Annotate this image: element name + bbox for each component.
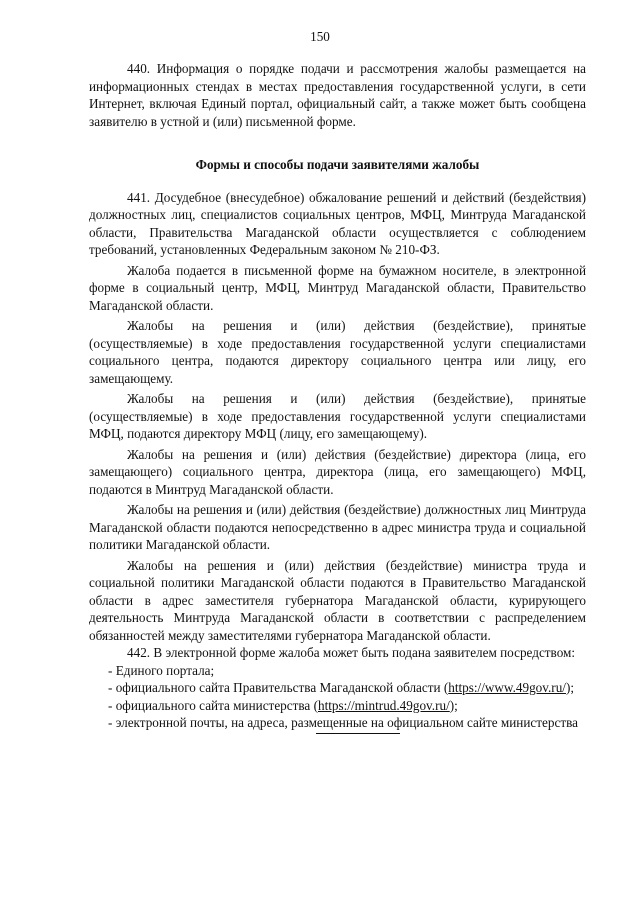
list-item-text: - официального сайта министерства ( — [108, 697, 318, 713]
list-item-ministry-site — [89, 697, 586, 715]
paragraph-441-submission: Жалоба подается в письменной форме на бумажном носителе, в электронной форме в социальный центр, МФЦ, Минтруд Магаданской области, Правительство Магаданской области. — [89, 262, 586, 313]
list-item-email: - электронной почты, на адреса, размещенные на официальном сайте министерства — [108, 715, 578, 730]
page-number: 150 — [310, 29, 330, 44]
paragraph-442: 442. В электронной форме жалоба может быть подана заявителем посредством: — [127, 645, 576, 660]
document-body — [89, 60, 586, 732]
list-item-text: ); — [449, 697, 458, 713]
paragraph-441-social-center: Жалобы на решения и (или) действия (бездействие), принятые (осуществляемые) в ходе предоставления государственной услуги специалистами социального центра, подаются директору социального центра или лицу, его замещающему. — [89, 318, 586, 386]
section-heading: Формы и способы подачи заявителями жалобы — [195, 157, 480, 172]
list-item-text: ); — [565, 680, 575, 695]
government-site-link[interactable]: https://www.49gov.ru/ — [448, 680, 566, 695]
paragraph-441-mfc: Жалобы на решения и (или) действия (бездействие), принятые (осуществляемые) в ходе предоставления государственной услуги специалистами МФЦ, подаются директору МФЦ (лицу, его замещающему). — [89, 391, 586, 441]
paragraph-441-ministry-officials: Жалобы на решения и (или) действия (бездействие) должностных лиц Минтруда Магаданской области подаются непосредственно в адрес министра труда и социальной политики Магаданской области. — [89, 502, 586, 552]
ministry-site-link[interactable]: https://mintrud.49gov.ru/ — [317, 697, 450, 713]
paragraph-441-minister: Жалобы на решения и (или) действия (бездействие) министра труда и социальной политики Магаданской области подаются в Правительство Магаданской области в адрес заместителя губернатора Магаданской области, курирующего деятельность Минтруда Магаданской области в соответствии с распределением обязанностей между заместителями губернатора Магаданской области. — [89, 557, 586, 643]
paragraph-441-directors: Жалобы на решения и (или) действия (бездействие) директора (лица, его замещающего) социального центра, директора (лица, его замещающего) МФЦ, подаются в Минтруд Магаданской области. — [89, 446, 586, 497]
paragraph-441: 441. Досудебное (внесудебное) обжалование решений и действий (бездействия) должностных лиц, специалистов социальных центров, МФЦ, Минтруда Магаданской области, Правительства Магаданской области осуществляется с соблюдением требований, установленных Федеральным законом № 210-ФЗ. — [89, 189, 586, 257]
divider-line — [316, 733, 400, 734]
list-item-portal: - Единого портала; — [108, 662, 215, 678]
list-item-text: - официального сайта Правительства Магаданской области ( — [108, 680, 449, 695]
paragraph-440: 440. Информация о порядке подачи и рассмотрения жалобы размещается на информационных стендах в местах предоставления государственной услуги, в сети Интернет, включая Единый портал, официальный сайт, а также может быть сообщена заявителю в устной и (или) письменной форме. — [89, 61, 586, 129]
list-item-government-site — [89, 679, 586, 697]
